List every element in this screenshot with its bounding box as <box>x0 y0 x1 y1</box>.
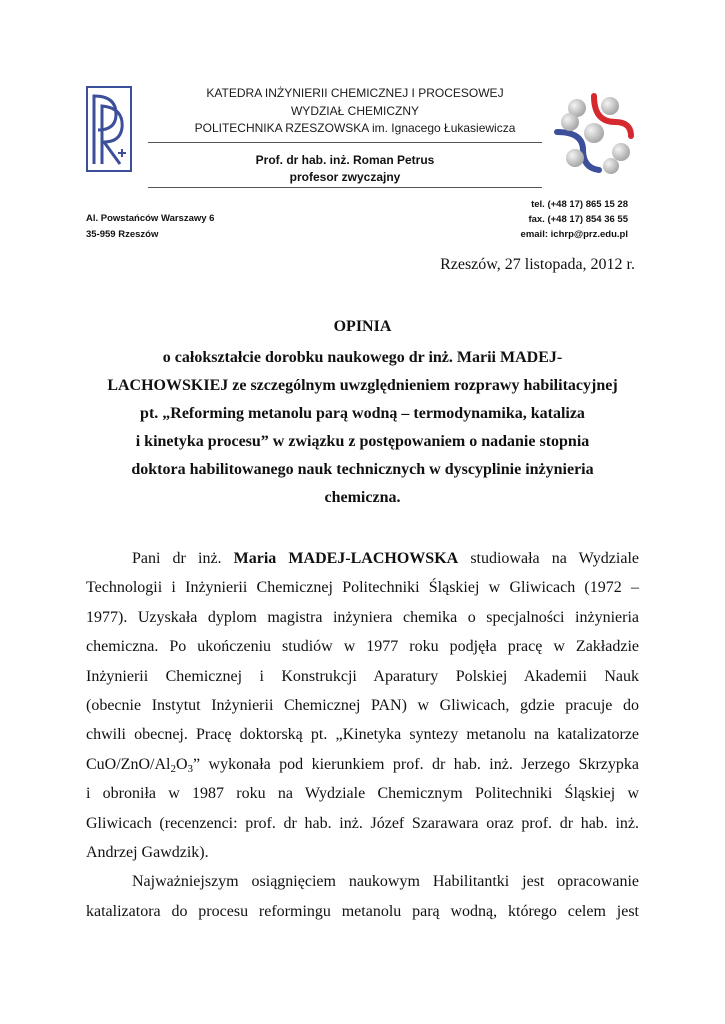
title-line: doktora habilitowanego nauk technicznych w dyscyplinie inżynieria <box>131 461 594 478</box>
department-name: KATEDRA INŻYNIERII CHEMICZNEJ I PROCESOWEJ <box>206 86 504 100</box>
document-date: Rzeszów, 27 listopada, 2012 r. <box>440 256 635 273</box>
body-line: (obecnie Instytut Inżynierii Chemicznej PAN) w Gliwicach, gdzie pracuje do <box>86 697 639 715</box>
body-text: Pani dr inż. <box>132 550 222 567</box>
faculty-name: WYDZIAŁ CHEMICZNY <box>290 104 419 118</box>
body-text: studiowała na Wydziale <box>470 550 639 567</box>
title-line: o całokształcie dorobku naukowego dr inż. Marii MADEJ- <box>162 349 563 366</box>
header-divider-bottom <box>148 187 542 188</box>
body-line: Inżynierii Chemicznej i Konstrukcji Aparatury Polskiej Akademii Nauk <box>86 667 639 685</box>
contact-email: email: ichrp@prz.edu.pl <box>520 229 628 240</box>
title-heading: OPINIA <box>333 318 392 335</box>
contact-fax: fax. (+48 17) 854 36 55 <box>528 214 628 225</box>
paragraph-1-line-1 <box>86 544 639 573</box>
paragraph-2-line-1: Najważniejszym osiągnięciem naukowym Habilitantki jest opracowanie <box>132 873 639 891</box>
body-line: i obroniła w 1987 roku na Wydziale Chemicznym Politechniki Śląskiej w <box>86 785 639 803</box>
professor-title: profesor zwyczajny <box>289 170 401 184</box>
body-line: 1977). Uzyskała dyplom magistra inżyniera chemika o specjalności inżynieria <box>86 608 639 626</box>
formula-subscript: 2 <box>170 762 176 775</box>
title-line: pt. „Reforming metanolu parą wodną – termodynamika, kataliza <box>140 405 585 422</box>
address-street: Al. Powstańców Warszawy 6 <box>86 213 215 224</box>
formula-part: O <box>175 755 188 773</box>
body-line: Technologii i Inżynierii Chemicznej Politechniki Śląskiej w Gliwicach (1972 – <box>86 579 639 597</box>
body-text: ” wykonała pod kierunkiem prof. dr hab. inż. Jerzego Skrzypka <box>193 755 639 773</box>
header-divider-top <box>148 142 542 143</box>
document-body <box>86 544 639 926</box>
formula-part: CuO/ZnO/Al <box>86 755 171 773</box>
address-city: 35-959 Rzeszów <box>86 229 159 240</box>
professor-name: Prof. dr hab. inż. Roman Petrus <box>255 153 435 167</box>
university-name: POLITECHNIKA RZESZOWSKA im. Ignacego Łukasiewicza <box>194 121 516 135</box>
title-line: i kinetyka procesu” w związku z postępowaniem o nadanie stopnia <box>135 433 590 450</box>
title-line: LACHOWSKIEJ ze szczególnym uwzględnieniem rozprawy habilitacyjnej <box>107 377 618 394</box>
body-line: katalizatora do procesu reformingu metanolu parą wodną, którego celem jest <box>86 902 639 920</box>
candidate-name: Maria MADEJ-LACHOWSKA <box>233 550 459 567</box>
formula-subscript: 3 <box>187 762 194 775</box>
document-title <box>86 313 639 512</box>
body-line: chemiczna. Po ukończeniu studiów w 1977 roku podjęła pracę w Zakładzie <box>86 638 639 656</box>
body-line-formula <box>86 750 639 779</box>
body-line: Andrzej Gawdzik). <box>86 844 209 862</box>
title-line: chemiczna. <box>324 489 401 506</box>
contact-phone: tel. (+48 17) 865 15 28 <box>531 199 628 210</box>
body-line: Gliwicach (recenzenci: prof. dr hab. inż. Józef Szarawara oraz prof. dr hab. inż. <box>86 814 639 832</box>
molecule-logo <box>553 92 635 174</box>
politechnika-rzeszowska-logo <box>86 86 132 172</box>
body-line: chwili obecnej. Pracę doktorską pt. „Kinetyka syntezy metanolu na katalizatorze <box>86 726 639 744</box>
